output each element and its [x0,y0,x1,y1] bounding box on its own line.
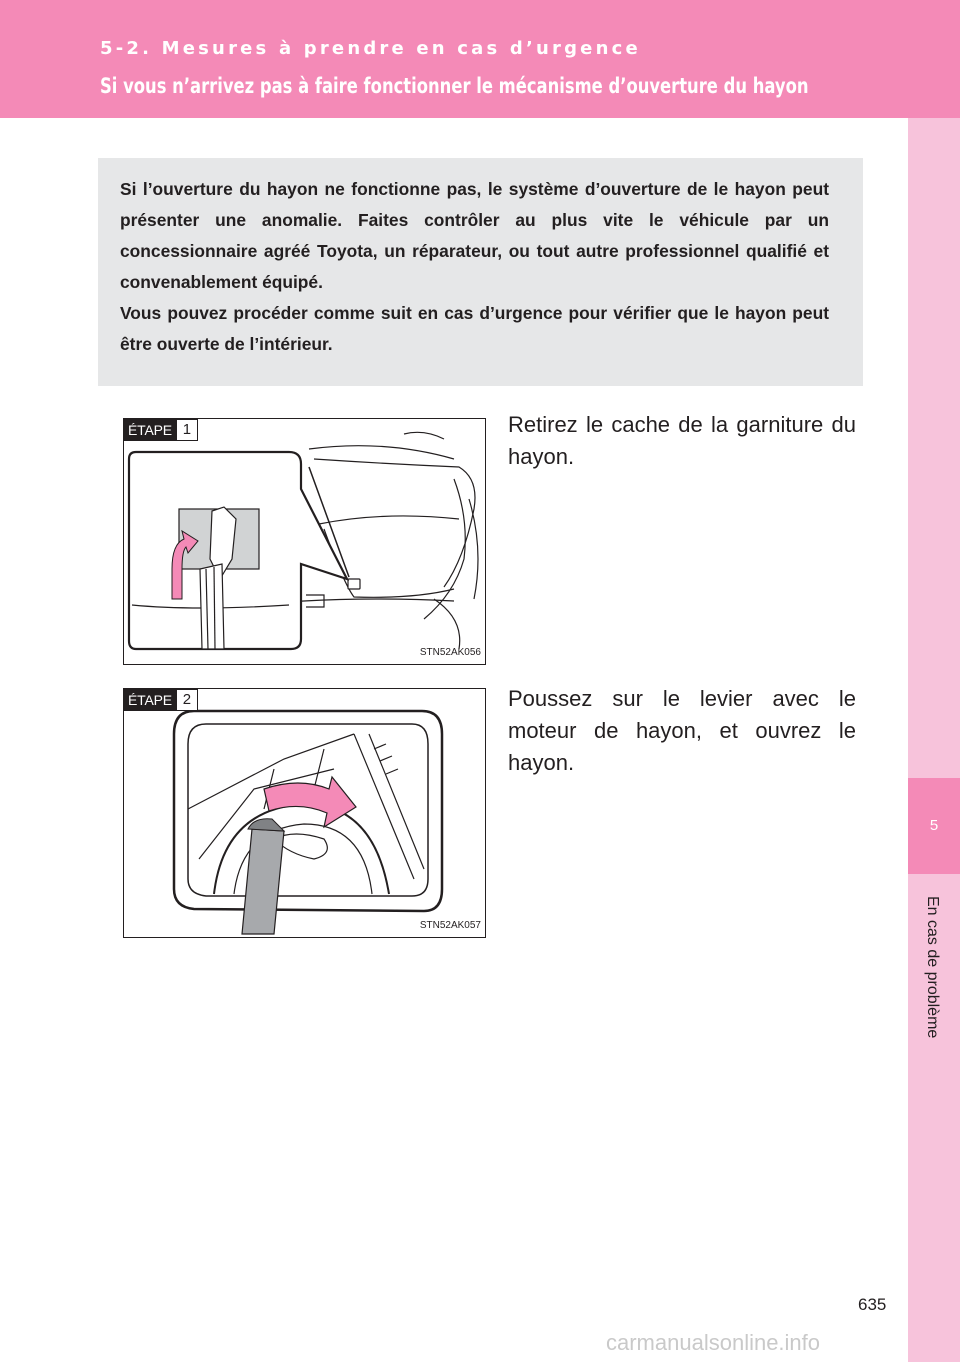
step-badge [124,689,198,711]
page-number: 635 [858,1295,887,1314]
section-label: 5-2. Mesures à prendre en cas d’urgence [100,38,641,59]
step-badge-label: ÉTAPE [124,689,176,711]
notice-paragraph: Si l’ouverture du hayon ne fonctionne pas, le système d’ouverture de le hayon peut présenter une anomalie. Faites contrôler au plus vite le véhicule par un concessionnaire agréé Toyota, un réparateur, ou tout autre professionnel qualifié et convenablement équipé. [120,179,829,292]
page-header [0,0,960,118]
notice-box [98,158,863,386]
step-badge-number: 2 [176,689,198,711]
step-badge-number: 1 [176,419,198,441]
watermark: carmanualsonline.info [606,1330,821,1355]
chapter-number-tab[interactable]: 5 [908,778,960,874]
step-1-figure [123,418,486,665]
step-badge [124,419,198,441]
step-1-instruction: Retirez le cache de la garniture du hayon. [508,412,856,469]
chapter-side-tab [908,118,960,1362]
step-2-figure [123,688,486,938]
tailgate-trim-cover-illustration [124,419,485,664]
tailgate-lever-illustration [124,689,485,937]
page-title: Si vous n’arrivez pas à faire fonctionner le mécanisme d’ouverture du hayon [100,74,809,98]
chapter-title: En cas de problème [924,896,941,1039]
notice-paragraph: Vous pouvez procéder comme suit en cas d’urgence pour vérifier que le hayon peut être ouverte de l’intérieur. [120,303,829,354]
step-2-instruction: Poussez sur le levier avec le moteur de hayon, et ouvrez le hayon. [508,686,856,775]
step-badge-label: ÉTAPE [124,419,176,441]
figure-code: STN52AK057 [419,920,481,931]
figure-code: STN52AK056 [419,647,481,658]
